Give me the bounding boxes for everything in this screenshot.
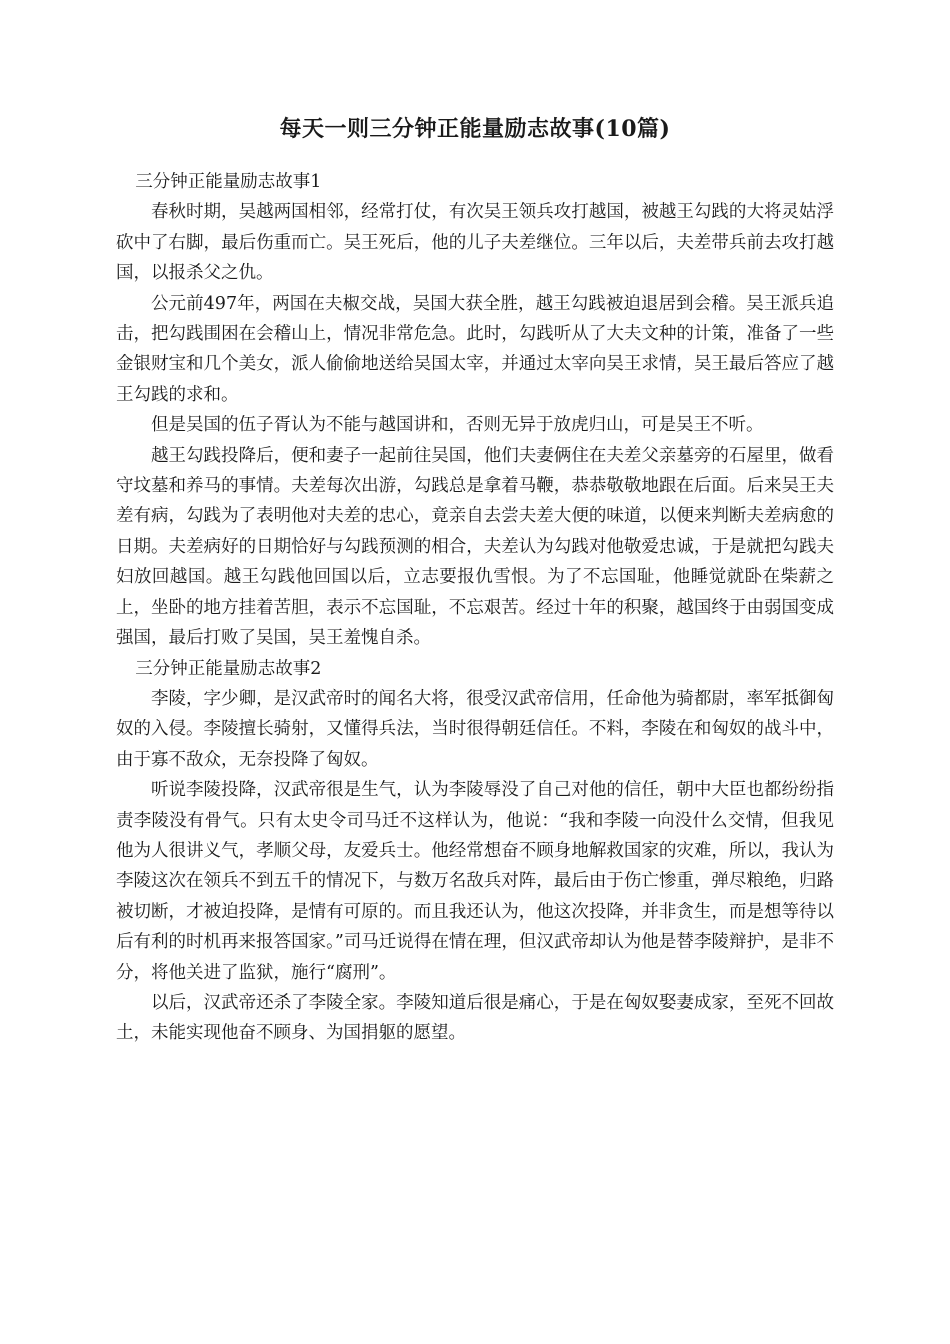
body-paragraph: 听说李陵投降，汉武帝很是生气，认为李陵辱没了自己对他的信任，朝中大臣也都纷纷指责李陵没有骨气。只有太史令司马迁不这样认为，他说：“我和李陵一向没什么交情，但我见他为人很讲义气，孝顺父母，友爱兵士。他经常想奋不顾身地解救国家的灾难，所以，我认为李陵这次在领兵不到五千的情况下，与数万名敌兵对阵，最后由于伤亡惨重，弹尽粮绝，归路被切断，才被迫投降，是情有可原的。而且我还认为，他这次投降，并非贪生，而是想等待以后有利的时机再来报答国家。”司马迁说得在情在理，但汉武帝却认为他是替李陵辩护，是非不分，将他关进了监狱，施行“腐刑”。 xyxy=(116,780,834,983)
body-paragraph: 但是吴国的伍子胥认为不能与越国讲和，否则无异于放虎归山，可是吴王不听。 xyxy=(151,415,764,436)
document-title: 每天一则三分钟正能量励志故事(10篇) xyxy=(279,116,671,142)
story-heading: 三分钟正能量励志故事2 xyxy=(135,658,322,679)
body-paragraph: 越王勾践投降后，便和妻子一起前往吴国，他们夫妻俩住在夫差父亲墓旁的石屋里，做看守坟墓和养马的事情。夫差每次出游，勾践总是拿着马鞭，恭恭敬敬地跟在后面。后来吴王夫差有病，勾践为了表明他对夫差的忠心，竟亲自去尝夫差大便的味道，以便来判断夫差病愈的日期。夫差病好的日期恰好与勾践预测的相合，夫差认为勾践对他敬爱忠诚，于是就把勾践夫妇放回越国。越王勾践他回国以后，立志要报仇雪恨。为了不忘国耻，他睡觉就卧在柴薪之上，坐卧的地方挂着苦胆，表示不忘国耻，不忘艰苦。经过十年的积聚，越国终于由弱国变成强国，最后打败了吴国，吴王羞愧自杀。 xyxy=(116,445,834,649)
body-paragraph: 公元前497年，两国在夫椒交战，吴国大获全胜，越王勾践被迫退居到会稽。吴王派兵追击，把勾践围困在会稽山上，情况非常危急。此时，勾践听从了大夫文种的计策，准备了一些金银财宝和几个美女，派人偷偷地送给吴国太宰，并通过太宰向吴王求情，吴王最后答应了越王勾践的求和。 xyxy=(116,293,834,405)
body-paragraph: 春秋时期，吴越两国相邻，经常打仗，有次吴王领兵攻打越国，被越王勾践的大将灵姑浮砍中了右脚，最后伤重而亡。吴王死后，他的儿子夫差继位。三年以后，夫差带兵前去攻打越国，以报杀父之仇。 xyxy=(116,202,834,284)
story-heading: 三分钟正能量励志故事1 xyxy=(135,172,322,192)
body-paragraph: 以后，汉武帝还杀了李陵全家。李陵知道后很是痛心，于是在匈奴娶妻成家，至死不回故土，未能实现他奋不顾身、为国捐躯的愿望。 xyxy=(116,992,834,1044)
body-paragraph: 李陵，字少卿，是汉武帝时的闻名大将，很受汉武帝信用，任命他为骑都尉，率军抵御匈奴的入侵。李陵擅长骑射，又懂得兵法，当时很得朝廷信任。不料，李陵在和匈奴的战斗中，由于寡不敌众，无奈投降了匈奴。 xyxy=(116,688,834,770)
document-body xyxy=(116,167,834,1049)
